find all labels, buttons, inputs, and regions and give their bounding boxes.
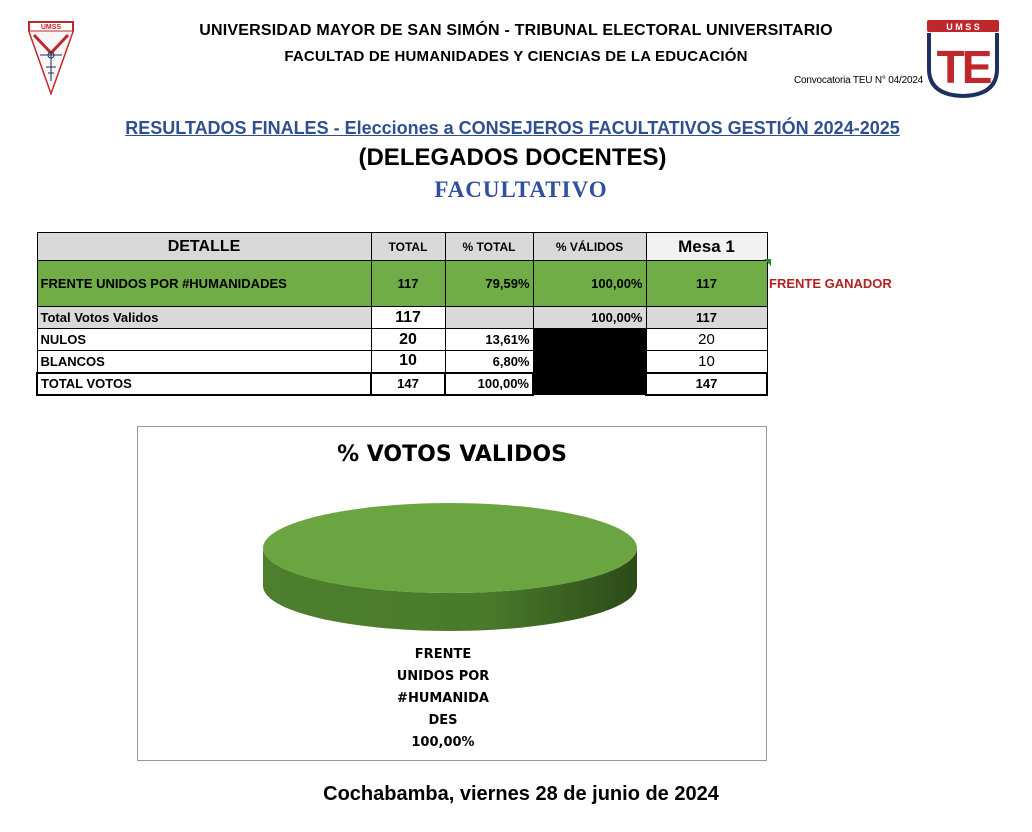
total-mesa: 147 <box>646 373 767 395</box>
blancos-mesa: 10 <box>646 351 767 373</box>
total-row <box>37 373 767 395</box>
university-header: UNIVERSIDAD MAYOR DE SAN SIMÓN - TRIBUNAL ELECTORAL UNIVERSITARIO <box>199 22 833 39</box>
validos-mesa: 117 <box>646 307 767 329</box>
validos-pct-validos: 100,00% <box>533 307 646 329</box>
logo-right-top: U M S S <box>946 22 980 32</box>
validos-label: Total Votos Validos <box>37 307 371 329</box>
results-table <box>36 232 768 396</box>
validos-pct-total <box>445 307 533 329</box>
logo-left-text: UMSS <box>40 24 62 31</box>
results-subtitle: (DELEGADOS DOCENTES) <box>358 144 667 171</box>
blancos-label: BLANCOS <box>37 351 371 373</box>
nulos-total: 20 <box>371 329 445 351</box>
candidate-mesa: 117 <box>646 261 767 307</box>
blancos-row <box>37 351 767 373</box>
candidate-pct-total: 79,59% <box>445 261 533 307</box>
te-logo <box>925 19 1001 99</box>
candidate-name: FRENTE UNIDOS POR #HUMANIDADES <box>37 261 371 307</box>
nulos-label: NULOS <box>37 329 371 351</box>
header-detalle: DETALLE <box>37 233 371 261</box>
footer-date: Cochabamba, viernes 28 de junio de 2024 <box>323 783 719 805</box>
validos-row <box>37 307 767 329</box>
header-total: TOTAL <box>371 233 445 261</box>
convocatoria-label: Convocatoria TEU N° 04/2024 <box>794 75 924 86</box>
scope-label: FACULTATIVO <box>434 177 608 202</box>
data-label-line-4: DES <box>428 713 458 728</box>
logo-right-letters: TE <box>936 41 990 93</box>
chart-title: % VOTOS VALIDOS <box>337 442 567 467</box>
nulos-row <box>37 329 767 351</box>
pie-slice-0 <box>263 503 637 593</box>
data-label-line-2: UNIDOS POR <box>396 669 490 684</box>
header-pct-total: % TOTAL <box>445 233 533 261</box>
blancos-pct-total: 6,80% <box>445 351 533 373</box>
table-header-row <box>37 233 767 261</box>
comment-marker-icon <box>764 259 771 266</box>
header-mesa: Mesa 1 <box>646 233 767 261</box>
faculty-header: FACULTAD DE HUMANIDADES Y CIENCIAS DE LA EDUCACIÓN <box>284 48 748 65</box>
data-label-line-1: FRENTE <box>414 647 472 662</box>
pie-data-label <box>373 644 513 754</box>
total-label: TOTAL VOTOS <box>37 373 371 395</box>
candidate-total: 117 <box>371 261 445 307</box>
candidate-row <box>37 261 767 307</box>
data-label-line-3: #HUMANIDA <box>397 691 489 706</box>
pie-chart <box>255 500 645 640</box>
candidate-pct-validos: 100,00% <box>533 261 646 307</box>
nulos-mesa: 20 <box>646 329 767 351</box>
validos-total: 117 <box>371 307 445 329</box>
total-pct-total: 100,00% <box>445 373 533 395</box>
blancos-total: 10 <box>371 351 445 373</box>
data-label-line-5: 100,00% <box>411 735 475 750</box>
winner-label: FRENTE GANADOR <box>769 276 892 291</box>
blacked-out-cell <box>533 329 646 395</box>
total-total: 147 <box>371 373 445 395</box>
nulos-pct-total: 13,61% <box>445 329 533 351</box>
results-title: RESULTADOS FINALES - Elecciones a CONSEJEROS FACULTATIVOS GESTIÓN 2024-2025 <box>125 118 900 138</box>
header-pct-validos: % VÁLIDOS <box>533 233 646 261</box>
